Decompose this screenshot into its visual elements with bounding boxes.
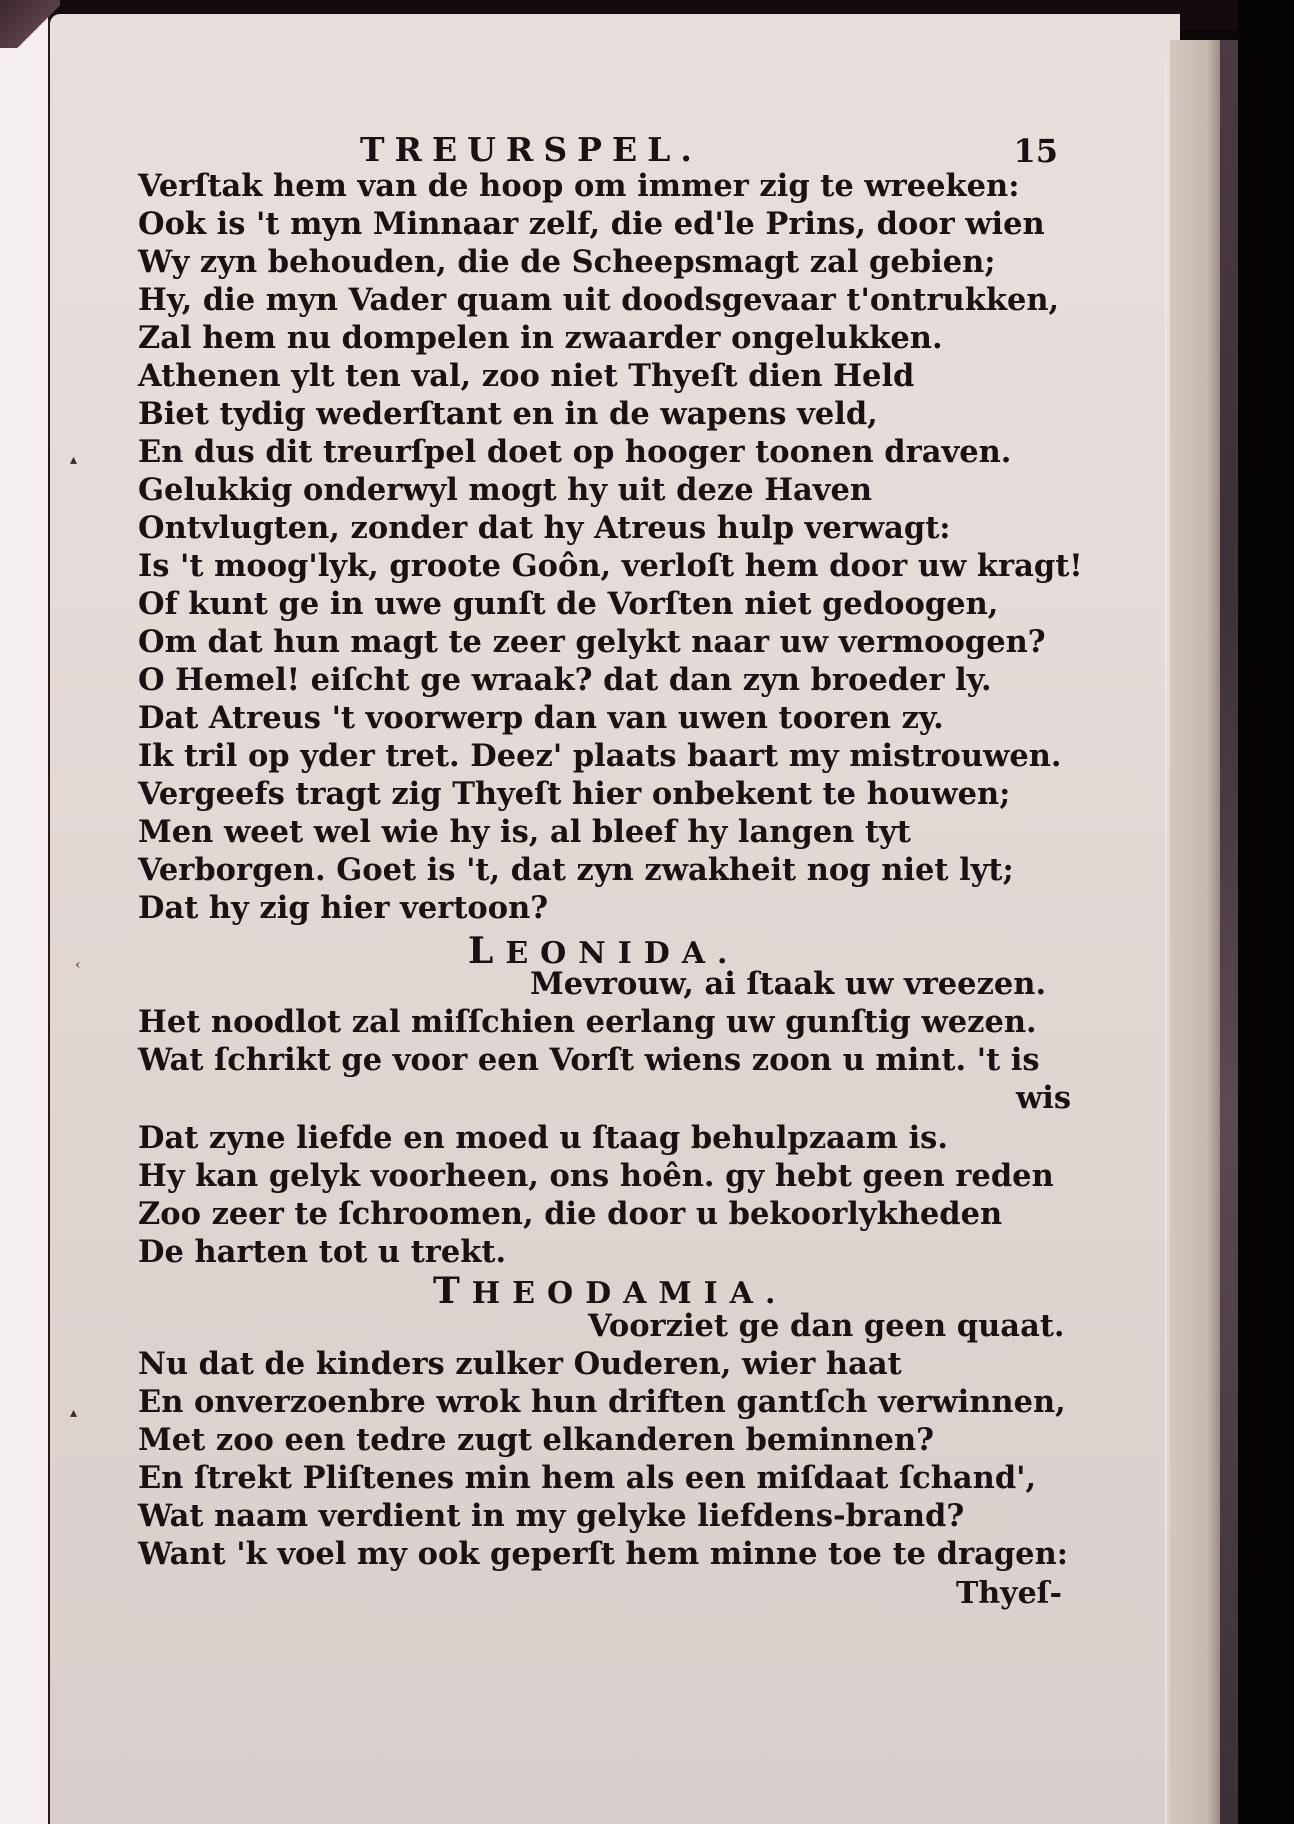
speaker-initial: L [468, 930, 506, 972]
verse-line: Zal hem nu dompelen in zwaarder ongelukken. [138, 320, 943, 356]
verse-line-continuation: Voorziet ge dan geen quaat. [588, 1308, 1065, 1344]
verse-line: Hy, die myn Vader quam uit doodsgevaar t'ontrukken, [138, 282, 1060, 318]
verse-line: Om dat hun magt te zeer gelykt naar uw vermoogen? [138, 624, 1046, 660]
background-right [1238, 0, 1294, 1824]
verse-line: De harten tot u trekt. [138, 1234, 507, 1270]
verse-line: Verborgen. Goet is 't, dat zyn zwakheit nog niet lyt; [138, 852, 1014, 888]
verse-line: Vergeefs tragt zig Thyeſt hier onbekent te houwen; [138, 776, 1011, 812]
running-title: TREURSPEL. [360, 130, 702, 169]
facing-page-edge [0, 12, 50, 1824]
verse-line: Men weet wel wie hy is, al bleef hy langen tyt [138, 814, 911, 850]
verse-line: Verſtak hem van de hoop om immer zig te wreeken: [138, 168, 1020, 204]
running-head [138, 130, 1068, 170]
book-cover-edge [1220, 40, 1238, 1824]
verse-line: Ontvlugten, zonder dat hy Atreus hulp verwagt: [138, 510, 951, 546]
margin-mark: ▴ [70, 1405, 78, 1421]
catchword: Thyeſ- [956, 1576, 1063, 1611]
verse-line: Zoo zeer te ſchroomen, die door u bekoorlykheden [138, 1196, 1003, 1232]
verse-line: Het noodlot zal miſſchien eerlang uw gunſtig wezen. [138, 1004, 1037, 1040]
margin-mark: ‹ [75, 957, 81, 973]
verse-line-continuation: Mevrouw, ai ſtaak uw vreezen. [530, 966, 1047, 1002]
verse-line: Athenen ylt ten val, zoo niet Thyeſt dien Held [138, 358, 915, 394]
page-number: 15 [1013, 132, 1058, 170]
verse-line: Is 't moog'lyk, groote Goôn, verloſt hem door uw kragt! [138, 548, 1083, 584]
verse-line: O Hemel! eiſcht ge wraak? dat dan zyn broeder ly. [138, 662, 992, 698]
verse-line: En ſtrekt Pliſtenes min hem als een miſdaat ſchand', [138, 1460, 1037, 1496]
verse-line: En dus dit treurſpel doet op hooger toonen draven. [138, 434, 1012, 470]
verse-line: Dat Atreus 't voorwerp dan van uwen tooren zy. [138, 700, 944, 736]
speaker-initial: T [433, 1270, 472, 1312]
verse-line: Nu dat de kinders zulker Ouderen, wier haat [138, 1346, 902, 1382]
margin-mark: ▴ [70, 452, 78, 468]
verse-line: Of kunt ge in uwe gunſt de Vorſten niet gedoogen, [138, 586, 999, 622]
verse-line: Want 'k voel my ook geperſt hem minne toe te dragen: [138, 1536, 1069, 1572]
speaker-name: HEODAMIA. [471, 1276, 788, 1311]
verse-line: Gelukkig onderwyl mogt hy uit deze Haven [138, 472, 873, 508]
verse-overflow: wis [1016, 1080, 1072, 1116]
page-crease [1165, 60, 1167, 1824]
speaker-name: EONIDA. [505, 936, 740, 971]
speaker-heading-theodamia [433, 1270, 787, 1312]
verse-line: Ik tril op yder tret. Deez' plaats baart my mistrouwen. [138, 738, 1062, 774]
verse-line: Dat zyne liefde en moed u ſtaag behulpzaam is. [138, 1120, 948, 1156]
verse-line: Wat naam verdient in my gelyke liefdens-brand? [138, 1498, 965, 1534]
verse-line: Met zoo een tedre zugt elkanderen beminnen? [138, 1422, 934, 1458]
verse-line: Dat hy zig hier vertoon? [138, 890, 549, 926]
verse-line: Ook is 't myn Minnaar zelf, die ed'le Prins, door wien [138, 206, 1045, 242]
verse-line: Wy zyn behouden, die de Scheepsmagt zal gebien; [138, 244, 996, 280]
verse-line: Wat ſchrikt ge voor een Vorſt wiens zoon u mint. 't is [138, 1042, 1040, 1078]
verse-line: Hy kan gelyk voorheen, ons hoên. gy hebt geen reden [138, 1158, 1054, 1194]
verse-line: En onverzoenbre wrok hun driften gantſch verwinnen, [138, 1384, 1066, 1420]
verse-line: Biet tydig wederſtant en in de wapens veld, [138, 396, 878, 432]
